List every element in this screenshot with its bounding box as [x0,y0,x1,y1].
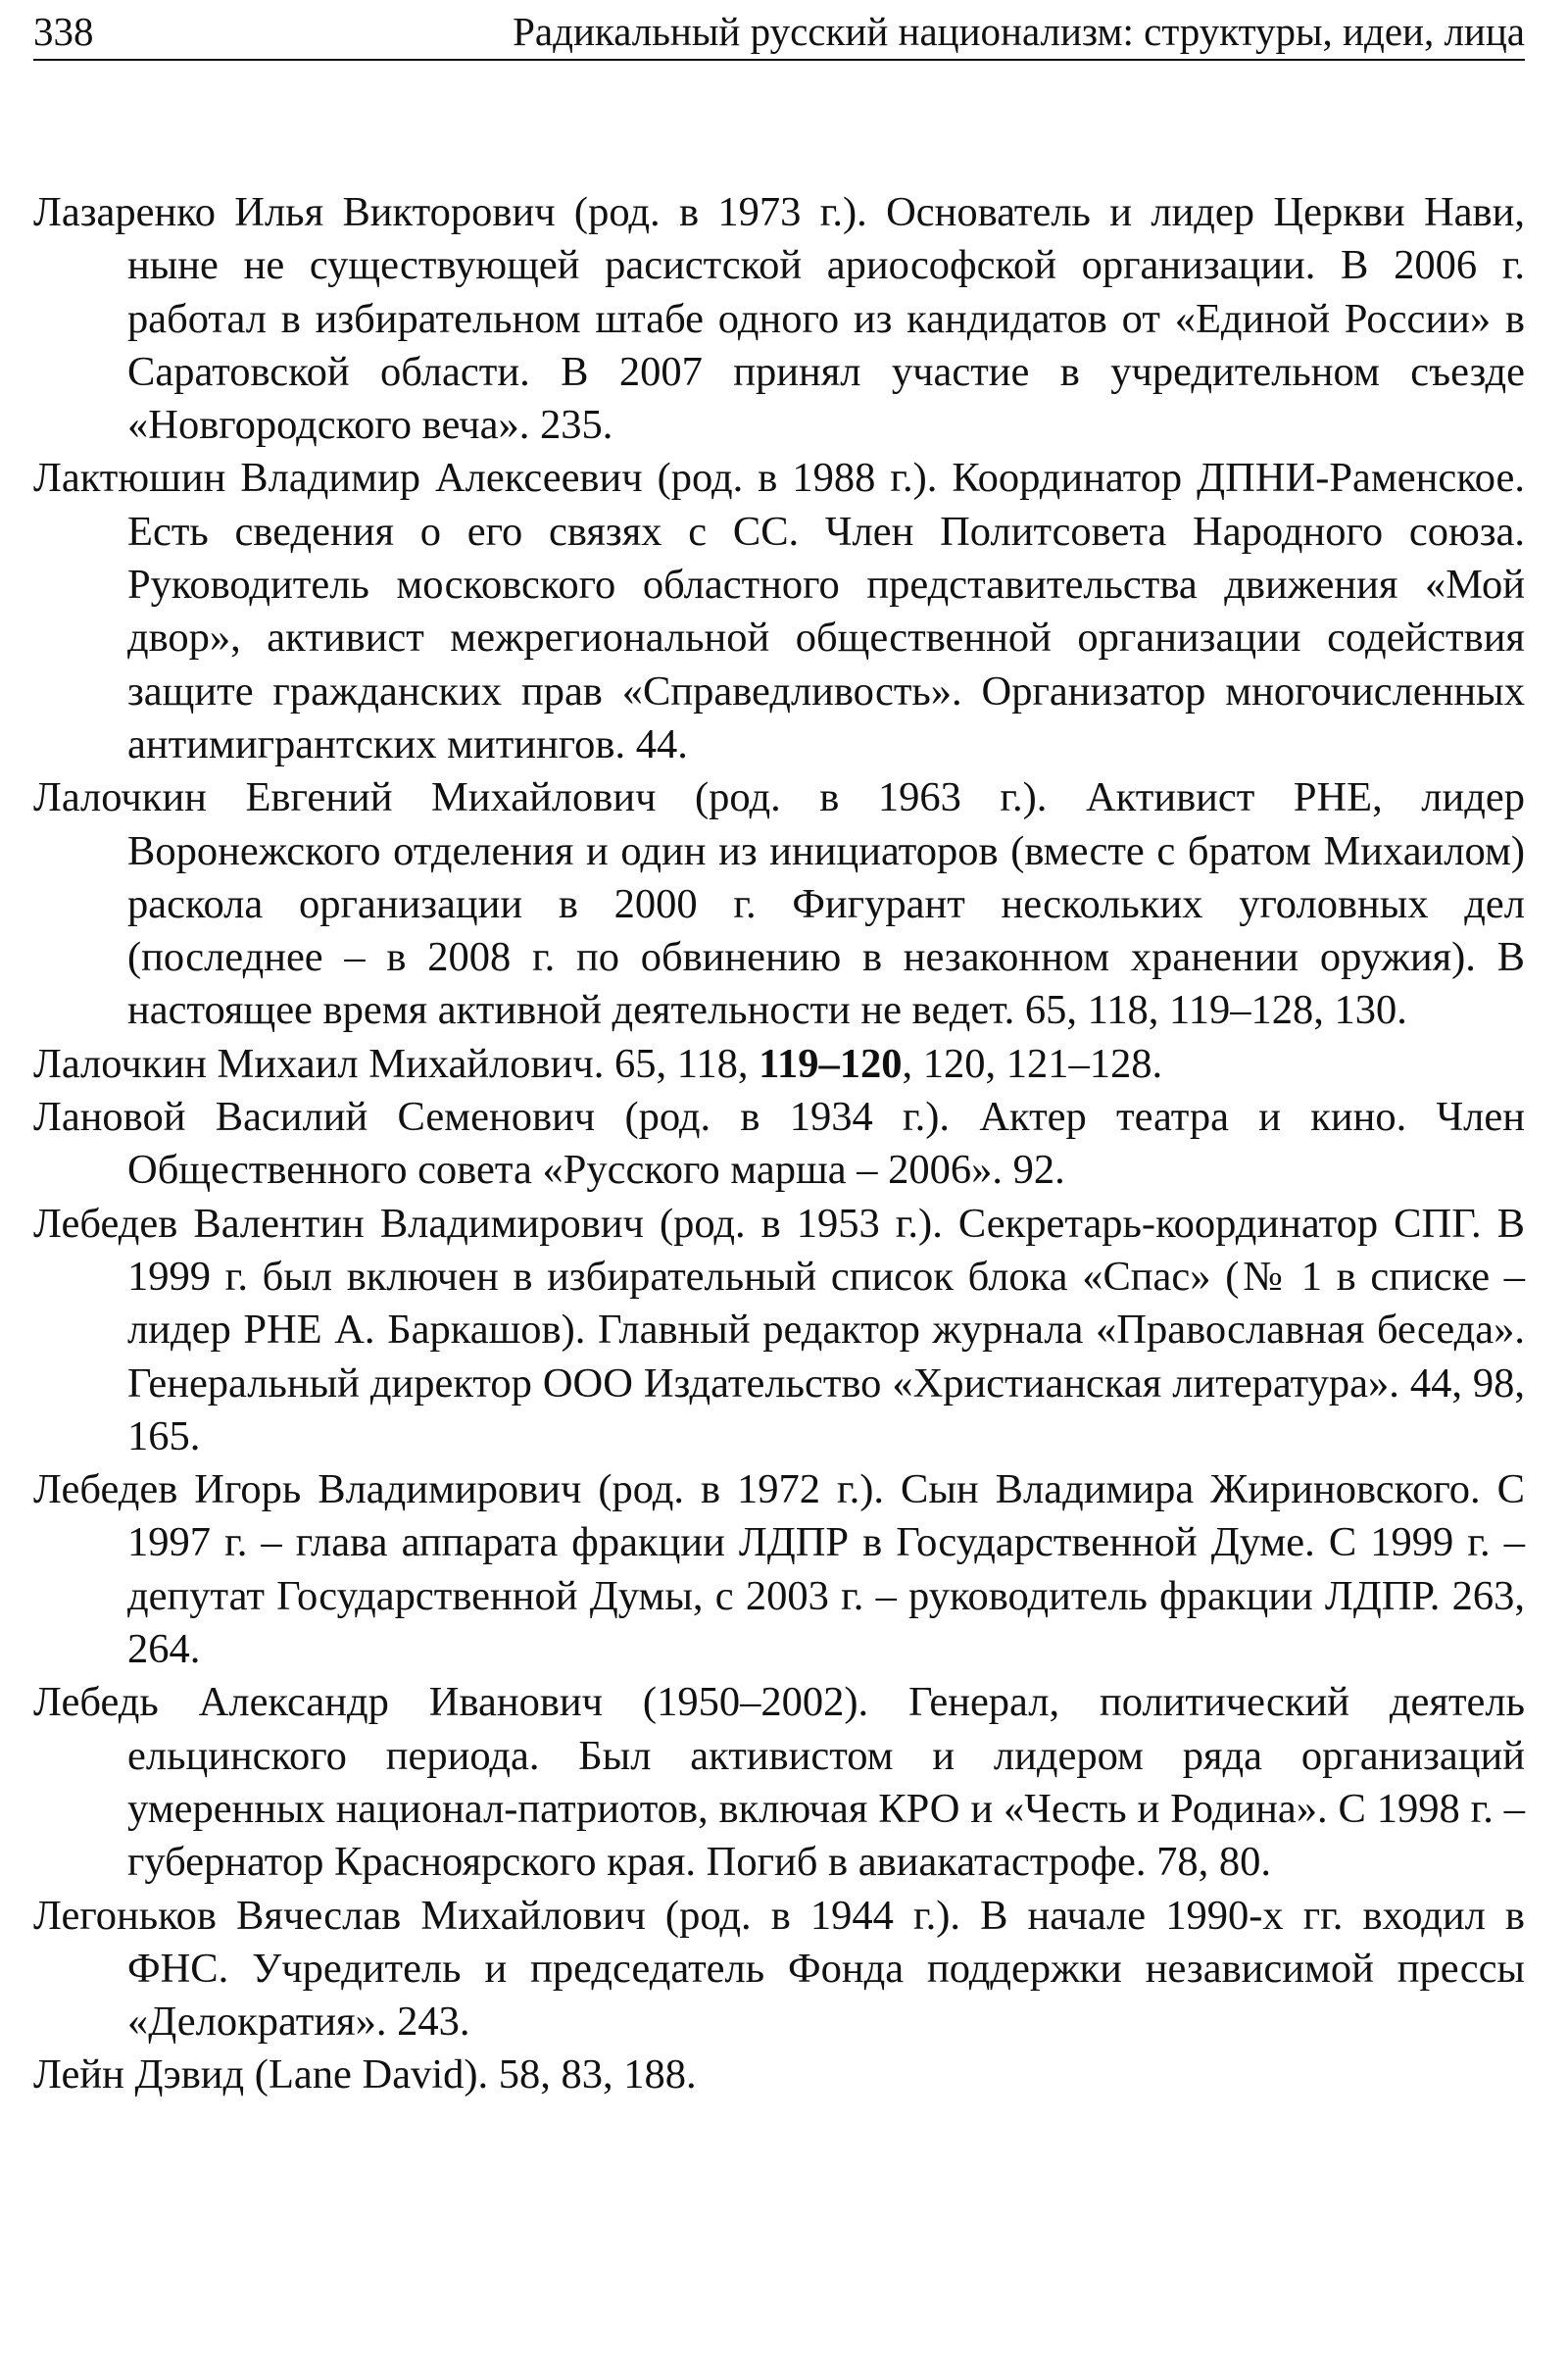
page-number: 338 [33,9,94,54]
index-entry-legonkov: Легоньков Вячеслав Михайлович (род. в 1944 г.). В начале 1990-х гг. входил в ФНС. Учредитель и председатель Фонда поддержки независимой прессы «Делократия». 243. [33,1892,1525,2046]
bold-page-range: 119–120 [759,1040,903,1087]
index-entry-lebed-alexander: Лебедь Александр Иванович (1950–2002). Генерал, политический деятель ельцинского периода. Был активистом и лидером ряда организаций умеренных национал-патриотов, включая КРО и «Честь и Родина». С 1998 г. – губернатор Красноярского края. Погиб в авиакатастрофе. 78, 80. [33,1679,1525,1886]
index-entry-laktyushin: Лактюшин Владимир Алексеевич (род. в 1988 г.). Координатор ДПНИ-Раменское. Есть сведения о его связях с СС. Член Политсовета Народного союза. Руководитель московского областного представительства движения «Мой двор», активист межрегиональной общественной организации содействия защите гражданских прав «Справедливость». Организатор многочисленных антимигрантских митингов. 44. [33,455,1525,767]
running-head [33,4,1525,61]
index-entry-lebedev-valentin: Лебедев Валентин Владимирович (род. в 1953 г.). Секретарь-координатор СПГ. В 1999 г. был включен в избирательный список блока «Спас» (№ 1 в списке – лидер РНЕ А. Баркашов). Главный редактор журнала «Православная беседа». Генеральный директор ООО Издательство «Христианская литература». 44, 98, 165. [33,1200,1525,1459]
entry-text: Лалочкин Михаил Михайлович. 65, 118, [33,1040,760,1087]
index-entry-lebedev-igor: Лебедев Игорь Владимирович (род. в 1972 г.). Сын Владимира Жириновского. С 1997 г. – глава аппарата фракции ЛДПР в Государственной Думе. С 1999 г. – депутат Государственной Думы, с 2003 г. – руководитель фракции ЛДПР. 263, 264. [33,1466,1525,1673]
entry-text: , 120, 121–128. [902,1040,1163,1087]
index-entry-lanovoy: Лановой Василий Семенович (род. в 1934 г.). Актер театра и кино. Член Общественного совета «Русского марша – 2006». 92. [33,1094,1525,1194]
index-entry-lalochkin-evgeny: Лалочкин Евгений Михайлович (род. в 1963 г.). Активист РНЕ, лидер Воронежского отделения и один из инициаторов (вместе с братом Михаилом) раскола организации в 2000 г. Фигурант нескольких уголовных дел (последнее – в 2008 г. по обвинению в незаконном хранении оружия). В настоящее время активной деятельности не ведет. 65, 118, 119–128, 130. [33,774,1525,1034]
name-index-entries [33,186,1525,2102]
book-page [33,0,1525,2370]
running-head-title: Радикальный русский национализм: структуры, идеи, лица [513,9,1525,54]
index-entry-lalochkin-mikhail [33,1038,1525,1091]
index-entry-lane-david: Лейн Дэвид (Lane David). 58, 83, 188. [33,2051,697,2098]
index-entry-lazarenko: Лазаренко Илья Викторович (род. в 1973 г.). Основатель и лидер Церкви Нави, ныне не существующей расистской ариософской организации. В 2006 г. работал в избирательном штабе одного из кандидатов от «Единой России» в Саратовской области. В 2007 принял участие в учредительном съезде «Новгородского веча». 235. [33,189,1525,449]
